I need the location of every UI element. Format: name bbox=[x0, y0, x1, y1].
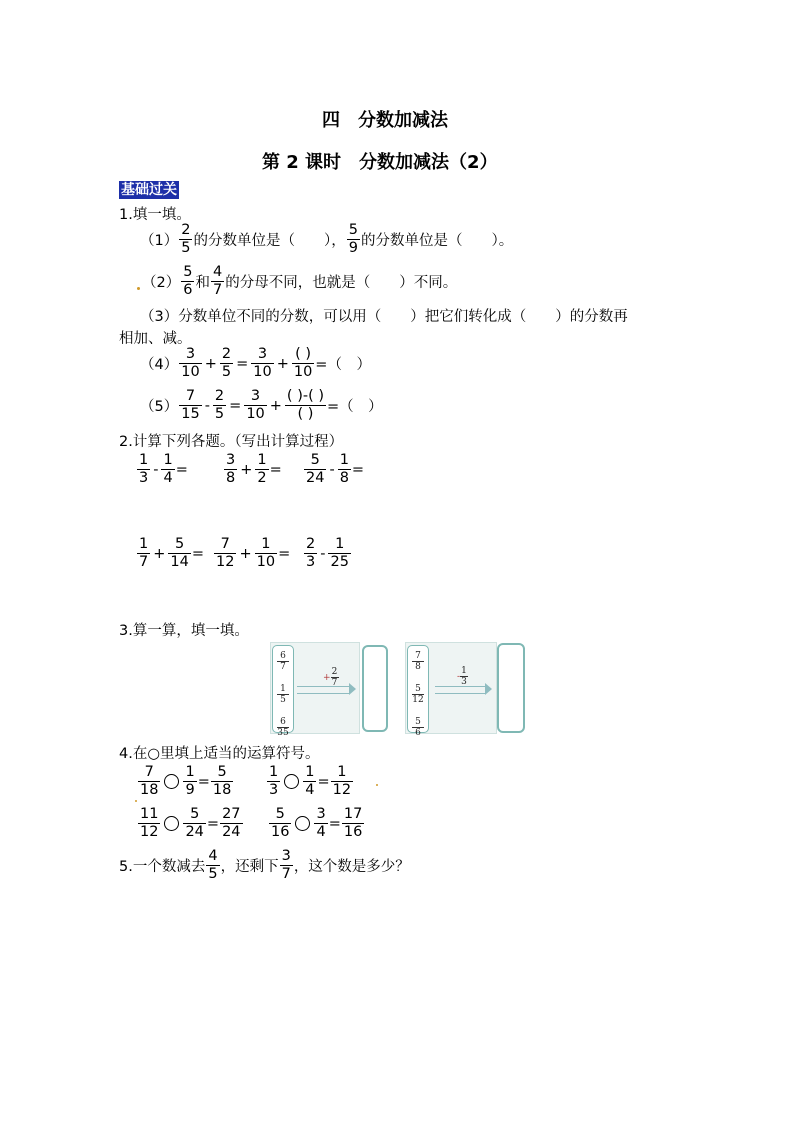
equals-sign: = bbox=[351, 461, 365, 478]
numerator: 1 bbox=[185, 764, 195, 780]
fraction bbox=[304, 536, 317, 571]
fraction bbox=[206, 848, 219, 883]
denominator: 8 bbox=[415, 662, 421, 672]
equals-sign: = bbox=[206, 815, 220, 832]
q2-expr bbox=[136, 536, 204, 571]
numerator: 7 bbox=[179, 388, 201, 406]
fraction bbox=[179, 222, 192, 257]
denominator: 12 bbox=[216, 554, 235, 570]
numerator: 1 bbox=[461, 666, 467, 676]
denominator: 4 bbox=[163, 470, 173, 486]
numerator: 2 bbox=[306, 536, 316, 552]
denominator: 10 bbox=[293, 364, 313, 380]
q1-part5 bbox=[140, 388, 383, 423]
operator-blank-circle[interactable] bbox=[284, 774, 299, 789]
fraction bbox=[179, 346, 201, 381]
q2-expr bbox=[213, 536, 290, 571]
operator: + bbox=[240, 461, 253, 478]
denominator: 3 bbox=[269, 782, 279, 798]
denominator: 16 bbox=[271, 824, 290, 840]
q4-item bbox=[137, 806, 244, 841]
fraction bbox=[328, 536, 350, 571]
q3-right-fraction-column bbox=[407, 645, 429, 738]
q1-p1-text2: 的分数单位是（ ）。 bbox=[360, 233, 514, 249]
plus-sign: + bbox=[204, 355, 217, 372]
numerator: 1 bbox=[257, 452, 267, 468]
numerator: 2 bbox=[221, 346, 232, 362]
fraction bbox=[138, 806, 160, 841]
q2-label: 2.计算下列各题。（写出计算过程） bbox=[119, 434, 344, 450]
operator: - bbox=[457, 671, 461, 682]
equals-sign: = bbox=[317, 773, 330, 790]
fraction bbox=[347, 222, 360, 257]
denominator: 10 bbox=[246, 406, 265, 422]
q1-part3-line1: （3）分数单位不同的分数，可以用（ ）把它们转化成（ ）的分数再 bbox=[140, 309, 628, 325]
numerator: 3 bbox=[244, 388, 266, 406]
q1-part4 bbox=[140, 346, 371, 381]
operator: - bbox=[329, 461, 335, 478]
denominator: 10 bbox=[253, 364, 272, 380]
numerator: ( ) bbox=[292, 346, 314, 364]
fraction bbox=[161, 452, 174, 487]
numerator: 7 bbox=[412, 651, 424, 662]
denominator: 18 bbox=[212, 782, 232, 798]
numerator: 4 bbox=[208, 848, 218, 864]
fraction bbox=[224, 452, 237, 487]
operator: + bbox=[323, 672, 331, 683]
fraction bbox=[179, 388, 201, 423]
equals-sign: = bbox=[328, 815, 341, 832]
denominator: 10 bbox=[256, 554, 276, 570]
numerator: 5 bbox=[269, 806, 291, 824]
q4-label: 4.在○里填上适当的运算符号。 bbox=[119, 746, 320, 762]
q5-post: ，这个数是多少？ bbox=[293, 859, 410, 875]
denominator: 14 bbox=[170, 554, 189, 570]
q2-expr bbox=[136, 452, 188, 487]
q1-p1-text1: 的分数单位是（ ）， bbox=[193, 233, 346, 249]
fraction bbox=[267, 764, 280, 799]
q2-expr bbox=[223, 452, 282, 487]
fraction bbox=[269, 806, 291, 841]
arrow-right-icon bbox=[297, 686, 349, 694]
numerator: 5 bbox=[211, 764, 233, 782]
denominator: 10 bbox=[181, 364, 200, 380]
numerator: ( )-( ) bbox=[286, 388, 325, 404]
fraction bbox=[137, 452, 150, 487]
denominator: 24 bbox=[185, 824, 204, 840]
fraction bbox=[220, 806, 242, 841]
denominator: 8 bbox=[226, 470, 236, 486]
fraction bbox=[460, 666, 468, 687]
arrow-right-icon bbox=[435, 686, 485, 694]
denominator: 6 bbox=[415, 728, 421, 738]
denominator: 12 bbox=[412, 695, 424, 705]
fraction bbox=[338, 452, 351, 487]
mark-dot bbox=[137, 287, 140, 290]
numerator: 7 bbox=[214, 536, 236, 554]
numerator: 4 bbox=[212, 264, 223, 280]
numerator: 2 bbox=[331, 667, 338, 677]
fraction bbox=[304, 452, 326, 487]
unit-title: 四 分数加减法 bbox=[322, 110, 448, 131]
fraction bbox=[138, 764, 160, 799]
q1-p2-text: 的分母不同，也就是（ ）不同。 bbox=[225, 275, 458, 291]
numerator: 7 bbox=[138, 764, 160, 782]
q1-p5-prefix: （5） bbox=[140, 399, 179, 415]
plus-sign: + bbox=[276, 355, 289, 372]
fraction bbox=[273, 717, 293, 738]
denominator: 3 bbox=[461, 677, 467, 687]
q3-right-answer-box[interactable] bbox=[497, 643, 525, 733]
fraction bbox=[220, 346, 233, 381]
denominator: 24 bbox=[222, 824, 241, 840]
mark-dot bbox=[135, 800, 137, 802]
denominator: 4 bbox=[305, 782, 315, 798]
equals-sign: = bbox=[278, 545, 291, 562]
denominator: 7 bbox=[281, 866, 291, 882]
mark-dot bbox=[376, 784, 378, 786]
equals-sign: = bbox=[191, 545, 204, 562]
plus-sign: + bbox=[269, 397, 282, 414]
denominator: 9 bbox=[348, 240, 358, 256]
denominator: 7 bbox=[331, 678, 338, 688]
fraction bbox=[137, 536, 150, 571]
equals-sign: = bbox=[236, 355, 249, 372]
fraction bbox=[408, 651, 428, 672]
fraction bbox=[244, 388, 266, 423]
denominator: 35 bbox=[277, 728, 289, 738]
denominator: 3 bbox=[139, 470, 149, 486]
q5-pre: 5.一个数减去 bbox=[119, 859, 206, 875]
numerator: 11 bbox=[140, 806, 159, 822]
fraction bbox=[168, 536, 190, 571]
equals-sign: = bbox=[269, 461, 282, 478]
denominator: 7 bbox=[139, 554, 149, 570]
numerator: 5 bbox=[183, 264, 193, 280]
numerator: 6 bbox=[277, 651, 289, 662]
denominator: 5 bbox=[181, 240, 191, 256]
q1-p2-prefix: （2） bbox=[142, 275, 181, 291]
q4-item bbox=[266, 764, 354, 799]
q1-p4-prefix: （4） bbox=[140, 357, 179, 373]
denominator: 15 bbox=[181, 406, 200, 422]
q2-expr bbox=[303, 536, 352, 571]
numerator: 3 bbox=[179, 346, 201, 364]
q4-item bbox=[268, 806, 365, 841]
denominator: 7 bbox=[212, 282, 223, 298]
fraction bbox=[280, 848, 293, 883]
denominator: 9 bbox=[185, 782, 195, 798]
denominator: 16 bbox=[343, 824, 363, 840]
denominator: 4 bbox=[316, 824, 326, 840]
q3-left-fraction-column bbox=[272, 645, 294, 738]
numerator: 5 bbox=[412, 717, 424, 728]
fraction bbox=[211, 764, 233, 799]
operator: + bbox=[153, 545, 166, 562]
numerator: 1 bbox=[339, 452, 349, 468]
denominator: 8 bbox=[339, 470, 349, 486]
numerator: 5 bbox=[348, 222, 358, 238]
numerator: 1 bbox=[328, 536, 350, 554]
denominator: 5 bbox=[214, 406, 225, 422]
denominator: 24 bbox=[306, 470, 325, 486]
numerator: 3 bbox=[281, 848, 291, 864]
q1-part2 bbox=[142, 264, 457, 299]
fraction bbox=[211, 264, 224, 299]
denominator: ( ) bbox=[297, 406, 314, 422]
fraction bbox=[214, 536, 236, 571]
numerator: 2 bbox=[214, 388, 225, 404]
operator-blank-circle[interactable] bbox=[295, 816, 310, 831]
fraction bbox=[331, 764, 353, 799]
numerator: 5 bbox=[183, 806, 205, 824]
equals-sign: = bbox=[175, 461, 188, 478]
fraction bbox=[213, 388, 226, 423]
numerator: 1 bbox=[163, 452, 173, 468]
q1-p5-tail: =（ ） bbox=[327, 399, 383, 415]
numerator: 27 bbox=[222, 806, 241, 822]
fraction bbox=[408, 717, 428, 738]
q1-p4-tail: =（ ） bbox=[315, 357, 371, 373]
numerator: 3 bbox=[226, 452, 236, 468]
fraction bbox=[273, 651, 293, 672]
minus-sign: - bbox=[204, 397, 210, 414]
denominator: 2 bbox=[257, 470, 267, 486]
numerator: 1 bbox=[277, 684, 289, 695]
fraction bbox=[331, 667, 339, 688]
operator-blank-circle[interactable] bbox=[164, 774, 179, 789]
fraction bbox=[183, 806, 205, 841]
denominator: 12 bbox=[140, 824, 159, 840]
fraction bbox=[273, 684, 293, 705]
numerator: 1 bbox=[255, 536, 277, 554]
numerator: 1 bbox=[269, 764, 279, 780]
q1-p2-mid: 和 bbox=[195, 275, 210, 291]
fraction bbox=[408, 684, 428, 705]
fraction bbox=[183, 764, 196, 799]
fraction bbox=[255, 536, 277, 571]
numerator: 1 bbox=[305, 764, 315, 780]
operator-blank-circle[interactable] bbox=[164, 816, 179, 831]
denominator: 12 bbox=[332, 782, 352, 798]
q1-label: 1.填一填。 bbox=[119, 207, 191, 223]
operator: + bbox=[239, 545, 252, 562]
numerator: 1 bbox=[139, 452, 149, 468]
lesson-title: 第 2 课时 分数加减法（2） bbox=[262, 152, 498, 173]
fraction bbox=[292, 346, 314, 381]
q2-expr bbox=[303, 452, 364, 487]
denominator: 3 bbox=[306, 554, 316, 570]
denominator: 25 bbox=[330, 554, 349, 570]
denominator: 6 bbox=[183, 282, 193, 298]
numerator: 3 bbox=[316, 806, 326, 822]
q5-question bbox=[119, 848, 410, 883]
equals-sign: = bbox=[197, 773, 210, 790]
numerator: 5 bbox=[168, 536, 190, 554]
q1-part3-line2: 相加、减。 bbox=[119, 331, 192, 347]
fraction bbox=[285, 388, 326, 423]
section-tag: 基础过关 bbox=[121, 182, 177, 198]
q1-p1-prefix: （1） bbox=[140, 233, 179, 249]
denominator: 18 bbox=[140, 782, 159, 798]
denominator: 5 bbox=[208, 866, 218, 882]
q5-mid: ，还剩下 bbox=[220, 859, 279, 875]
numerator: 5 bbox=[304, 452, 326, 470]
q1-part1 bbox=[140, 222, 513, 257]
numerator: 6 bbox=[277, 717, 289, 728]
fraction bbox=[255, 452, 268, 487]
q3-left-answer-box[interactable] bbox=[362, 645, 388, 732]
q3-right-operation bbox=[457, 666, 468, 687]
operator: - bbox=[320, 545, 326, 562]
numerator: 1 bbox=[139, 536, 149, 552]
q3-label: 3.算一算，填一填。 bbox=[119, 623, 249, 639]
q4-item bbox=[137, 764, 234, 799]
equals-sign: = bbox=[229, 397, 242, 414]
fraction bbox=[303, 764, 316, 799]
denominator: 5 bbox=[221, 364, 232, 380]
numerator: 5 bbox=[412, 684, 424, 695]
operator: - bbox=[153, 461, 159, 478]
fraction bbox=[314, 806, 327, 841]
fraction bbox=[181, 264, 194, 299]
denominator: 7 bbox=[280, 662, 286, 672]
numerator: 17 bbox=[343, 806, 363, 822]
fraction bbox=[251, 346, 273, 381]
q3-left-operation bbox=[323, 667, 339, 688]
numerator: 1 bbox=[331, 764, 353, 782]
numerator: 2 bbox=[181, 222, 191, 238]
numerator: 3 bbox=[251, 346, 273, 364]
denominator: 5 bbox=[280, 695, 286, 705]
fraction bbox=[342, 806, 364, 841]
